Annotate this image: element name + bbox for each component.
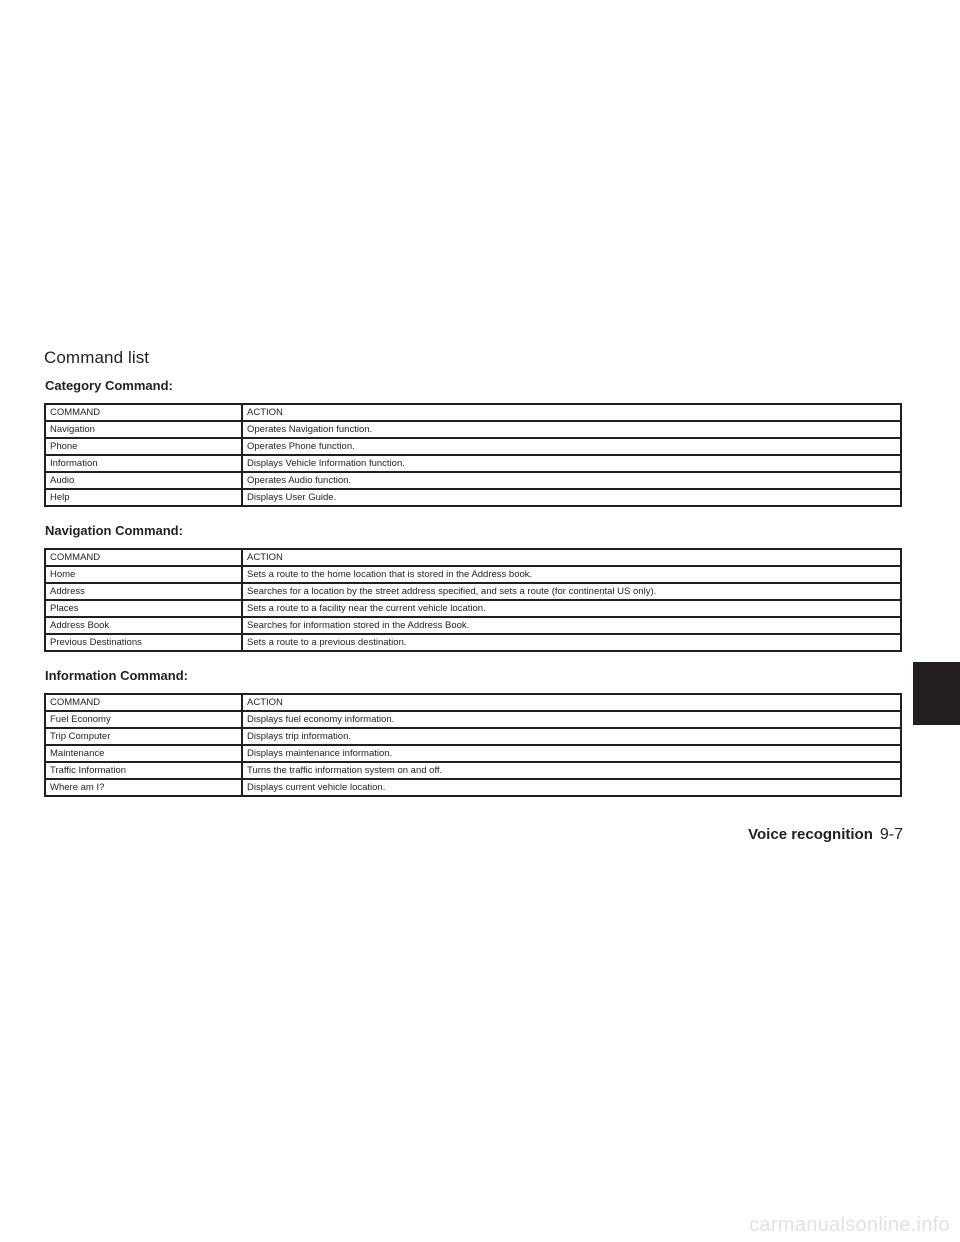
table-row [45, 711, 901, 728]
command-cell: Places [45, 600, 242, 617]
table-header-row [45, 549, 901, 566]
header-cell: ACTION [242, 549, 901, 566]
action-cell: Displays current vehicle location. [242, 779, 901, 796]
command-cell: Phone [45, 438, 242, 455]
header-cell: ACTION [242, 404, 901, 421]
page-footer [748, 826, 903, 844]
header-cell: COMMAND [45, 404, 242, 421]
command-cell: Fuel Economy [45, 711, 242, 728]
table-row [45, 472, 901, 489]
action-cell: Searches for information stored in the Address Book. [242, 617, 901, 634]
table-row [45, 421, 901, 438]
table-row [45, 634, 901, 651]
header-cell: COMMAND [45, 549, 242, 566]
action-cell: Displays trip information. [242, 728, 901, 745]
action-cell: Displays Vehicle Information function. [242, 455, 901, 472]
section-heading: Navigation Command: [45, 523, 183, 538]
action-cell: Searches for a location by the street address specified, and sets a route (for continental US only). [242, 583, 901, 600]
section-category-command [44, 378, 902, 507]
command-cell: Help [45, 489, 242, 506]
action-cell: Sets a route to a previous destination. [242, 634, 901, 651]
table-row [45, 728, 901, 745]
section-heading: Information Command: [45, 668, 188, 683]
command-cell: Address Book [45, 617, 242, 634]
command-cell: Information [45, 455, 242, 472]
action-cell: Displays fuel economy information. [242, 711, 901, 728]
table-row [45, 745, 901, 762]
section-information-command [44, 668, 902, 797]
action-cell: Operates Phone function. [242, 438, 901, 455]
command-cell: Trip Computer [45, 728, 242, 745]
action-cell: Sets a route to a facility near the current vehicle location. [242, 600, 901, 617]
action-cell: Displays maintenance information. [242, 745, 901, 762]
chapter-tab-marker [913, 662, 960, 725]
footer-page-number: 9-7 [879, 826, 903, 843]
command-cell: Navigation [45, 421, 242, 438]
section-heading: Category Command: [45, 378, 173, 393]
action-cell: Operates Navigation function. [242, 421, 901, 438]
command-table [44, 403, 902, 507]
table-row [45, 489, 901, 506]
command-cell: Where am I? [45, 779, 242, 796]
watermark: carmanualsonline.info [749, 1214, 950, 1236]
table-row [45, 600, 901, 617]
command-cell: Home [45, 566, 242, 583]
action-cell: Sets a route to the home location that is stored in the Address book. [242, 566, 901, 583]
table-header-row [45, 404, 901, 421]
command-cell: Audio [45, 472, 242, 489]
command-cell: Maintenance [45, 745, 242, 762]
page-title: Command list [44, 348, 150, 367]
table-row [45, 617, 901, 634]
table-row [45, 762, 901, 779]
table-row [45, 779, 901, 796]
table-row [45, 583, 901, 600]
command-table [44, 693, 902, 797]
table-row [45, 438, 901, 455]
table-row [45, 566, 901, 583]
action-cell: Displays User Guide. [242, 489, 901, 506]
table-header-row [45, 694, 901, 711]
command-cell: Previous Destinations [45, 634, 242, 651]
table-row [45, 455, 901, 472]
header-cell: COMMAND [45, 694, 242, 711]
command-table [44, 548, 902, 652]
header-cell: ACTION [242, 694, 901, 711]
command-cell: Address [45, 583, 242, 600]
action-cell: Turns the traffic information system on and off. [242, 762, 901, 779]
section-navigation-command [44, 523, 902, 652]
action-cell: Operates Audio function. [242, 472, 901, 489]
footer-section-name: Voice recognition [748, 826, 873, 843]
command-cell: Traffic Information [45, 762, 242, 779]
